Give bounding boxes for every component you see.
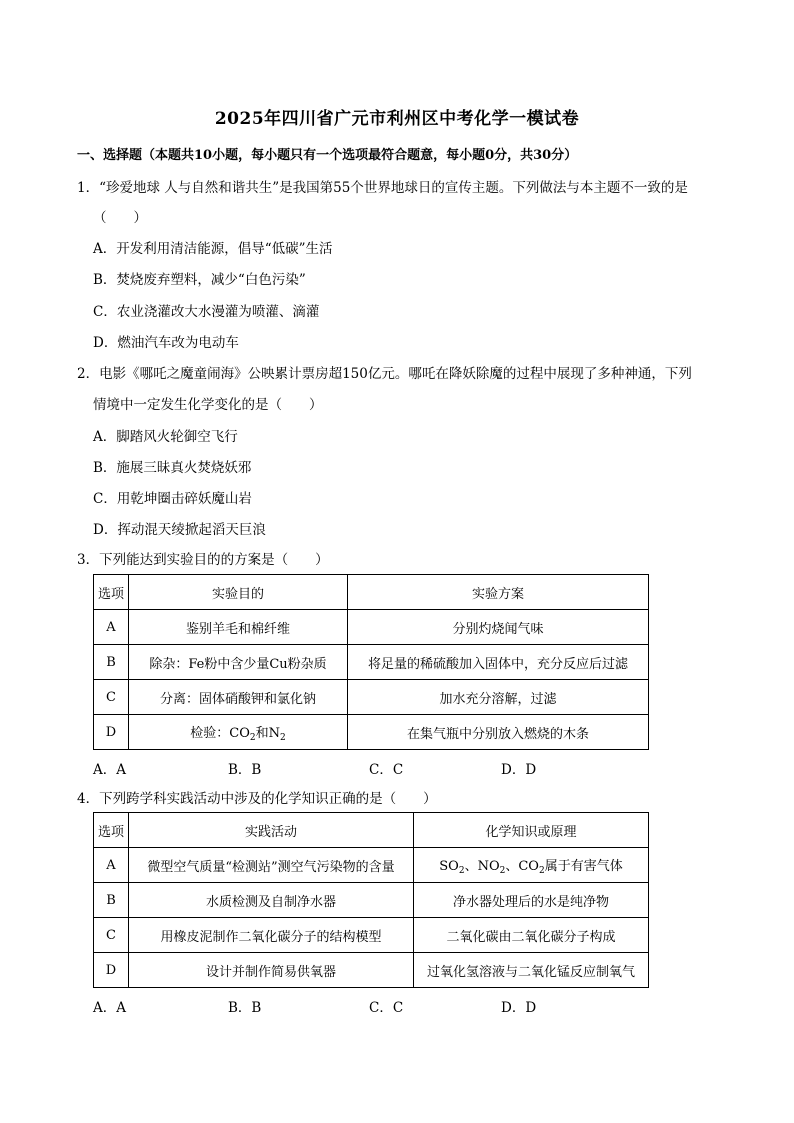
row-option: D xyxy=(94,715,129,750)
section-heading: 一、选择题（本题共10小题，每小题只有一个选项最符合题意，每小题0分，共30分） xyxy=(77,148,578,163)
row-activity: 设计并制作简易供氧器 xyxy=(129,953,414,988)
table-row xyxy=(94,953,649,988)
q2-option-c: C．用乾坤圈击碎妖魔山岩 xyxy=(93,491,252,507)
header-option: 选项 xyxy=(94,813,129,848)
row-option: B xyxy=(94,645,129,680)
q4-choice-d: D．D xyxy=(501,1000,537,1016)
q3-choice-b: B．B xyxy=(228,762,262,778)
q1-option-b: B．焚烧废弃塑料，减少“白色污染” xyxy=(93,272,306,288)
q2-stem-cont: 情境中一定发生化学变化的是（ ） xyxy=(93,397,323,413)
q2-option-d: D．挥动混天绫掀起滔天巨浪 xyxy=(93,522,266,538)
row-option: D xyxy=(94,953,129,988)
row-knowledge: 净水器处理后的水是纯净物 xyxy=(414,883,649,918)
q4-choice-a: A．A xyxy=(93,1000,126,1016)
table-row xyxy=(94,715,649,750)
row-activity: 微型空气质量“检测站”测空气污染物的含量 xyxy=(129,848,414,883)
row-knowledge: 二氧化碳由二氧化碳分子构成 xyxy=(414,918,649,953)
table-row xyxy=(94,883,649,918)
row-option: C xyxy=(94,918,129,953)
header-option: 选项 xyxy=(94,575,129,610)
q1-stem-bracket: （ ） xyxy=(93,210,147,226)
page-title: 2025年四川省广元市利州区中考化学一模试卷 xyxy=(214,109,580,129)
q4-choice-c: C．C xyxy=(369,1000,404,1016)
row-plan: 在集气瓶中分别放入燃烧的木条 xyxy=(348,715,649,750)
q4-stem: 4．下列跨学科实践活动中涉及的化学知识正确的是（ ） xyxy=(77,791,437,807)
q1-option-c: C．农业浇灌改大水漫灌为喷灌、滴灌 xyxy=(93,304,320,320)
q1-option-d: D．燃油汽车改为电动车 xyxy=(93,335,239,351)
row-option: A xyxy=(94,610,129,645)
q2-option-b: B．施展三昧真火焚烧妖邪 xyxy=(93,460,252,476)
q3-choice-a: A．A xyxy=(93,762,126,778)
row-option: A xyxy=(94,848,129,883)
header-plan: 实验方案 xyxy=(348,575,649,610)
header-knowledge: 化学知识或原理 xyxy=(414,813,649,848)
row-knowledge: $SO_2$、$NO_2$、$CO_2$属于有害气体 xyxy=(414,848,649,883)
q4-table xyxy=(93,812,649,988)
table-row xyxy=(94,680,649,715)
q3-choice-d: D．D xyxy=(501,762,537,778)
row-knowledge: 过氧化氢溶液与二氧化锰反应制氧气 xyxy=(414,953,649,988)
row-activity: 水质检测及自制净水器 xyxy=(129,883,414,918)
header-activity: 实践活动 xyxy=(129,813,414,848)
q1-stem: 1．“珍爱地球 人与自然和谐共生”是我国第55个世界地球日的宣传主题。下列做法与本主题不一致的是 xyxy=(77,180,688,196)
table-row xyxy=(94,918,649,953)
row-plan: 加水充分溶解，过滤 xyxy=(348,680,649,715)
q3-table xyxy=(93,574,649,750)
table-header-row xyxy=(94,813,649,848)
row-activity: 用橡皮泥制作二氧化碳分子的结构模型 xyxy=(129,918,414,953)
row-purpose: 除杂：Fe粉中含少量Cu粉杂质 xyxy=(129,645,348,680)
table-row xyxy=(94,645,649,680)
row-option: B xyxy=(94,883,129,918)
q3-choice-c: C．C xyxy=(369,762,404,778)
row-option: C xyxy=(94,680,129,715)
q1-option-a: A．开发利用清洁能源，倡导“低碳”生活 xyxy=(93,241,333,257)
header-purpose: 实验目的 xyxy=(129,575,348,610)
q3-stem: 3．下列能达到实验目的的方案是（ ） xyxy=(77,552,329,568)
table-row xyxy=(94,610,649,645)
row-plan: 将足量的稀硫酸加入固体中，充分反应后过滤 xyxy=(348,645,649,680)
q2-option-a: A．脚踏风火轮御空飞行 xyxy=(93,429,238,445)
q4-choice-b: B．B xyxy=(228,1000,262,1016)
row-purpose: 检验：$CO_2$和$N_2$ xyxy=(129,715,348,750)
q2-stem: 2．电影《哪吒之魔童闹海》公映累计票房超150亿元。哪吒在降妖除魔的过程中展现了多种神通，下列 xyxy=(77,366,692,382)
table-row xyxy=(94,848,649,883)
row-purpose: 鉴别羊毛和棉纤维 xyxy=(129,610,348,645)
table-header-row xyxy=(94,575,649,610)
row-plan: 分别灼烧闻气味 xyxy=(348,610,649,645)
row-purpose: 分离：固体硝酸钾和氯化钠 xyxy=(129,680,348,715)
